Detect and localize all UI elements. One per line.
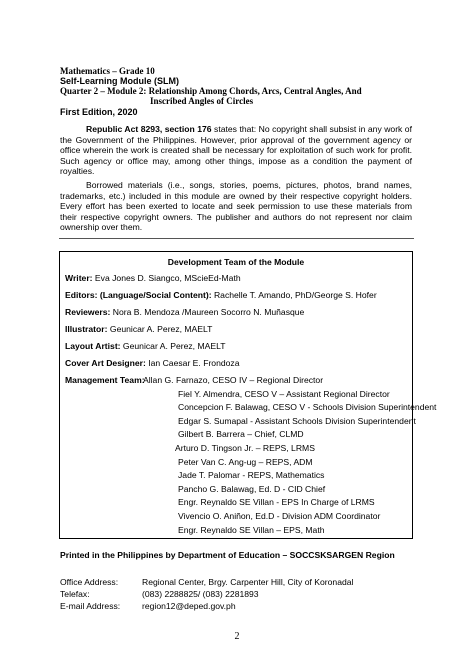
management-member: Engr. Reynaldo SE Villan - EPS In Charge of LRMS: [178, 497, 375, 508]
management-member: Jade T. Palomar - REPS, Mathematics: [178, 470, 325, 481]
email-value: region12@deped.gov.ph: [142, 601, 236, 611]
borrowed-text: Borrowed materials (i.e., songs, stories, poems, pictures, photos, brand names, trademarks, etc.) included in this module are owned by their respective copyright holders. Every effort has been exerted to locate and seek permission to use these materials from their respective copyright owners. The publisher and authors do not represent nor claim ownership over them.: [60, 180, 412, 233]
development-team-title: Development Team of the Module: [167, 257, 305, 267]
cover-art-row: Cover Art Designer: Ian Caesar E. Frondoza: [65, 358, 240, 368]
office-address-value: Regional Center, Brgy. Carpenter Hill, City of Koronadal: [142, 577, 354, 587]
header-module-title: Quarter 2 – Module 2: Relationship Among Chords, Arcs, Central Angles, And: [60, 86, 362, 96]
management-member: Allan G. Farnazo, CESO IV – Regional Director: [143, 375, 324, 385]
management-label: Management Team:: [65, 375, 145, 385]
copyright-text: states that: No copyright shall subsist in any work of the Government of the Philippines. However, prior approval of the government agency or office wherein the work is created shall be necessary for exploitation of such work for profit. Such agency or office may, among other things, impose as a condition the payment of royalties.: [60, 124, 412, 177]
header-module-type: Self-Learning Module (SLM): [60, 76, 179, 86]
email-label: E-mail Address:: [60, 601, 121, 611]
office-address-row: [60, 577, 354, 587]
editors-row: Editors: (Language/Social Content): Rachelle T. Amando, PhD/George S. Hofer: [65, 290, 377, 300]
borrowed-materials-paragraph: [60, 180, 412, 233]
management-member: Fiel Y. Almendra, CESO V – Assistant Regional Director: [178, 388, 390, 399]
header-module-title-cont: Inscribed Angles of Circles: [150, 96, 254, 106]
printed-by: Printed in the Philippines by Department of Education – SOCCSKSARGEN Region: [60, 550, 395, 560]
management-member: Vivencio O. Aniñon, Ed.D - Division ADM Coordinator: [178, 511, 381, 521]
reviewers-row: Reviewers: Nora B. Mendoza /Maureen Socorro N. Muñasque: [65, 307, 305, 317]
illustrator-row: Illustrator: Geunicar A. Perez, MAELT: [65, 324, 213, 334]
telefax-label: Telefax:: [60, 589, 90, 599]
divider: [59, 238, 414, 239]
layout-artist-row: Layout Artist: Geunicar A. Perez, MAELT: [65, 341, 226, 351]
copyright-law-ref: Republic Act 8293, section 176: [86, 124, 212, 134]
page-number: 2: [234, 631, 240, 642]
writer-row: Writer: Eva Jones D. Siangco, MScieEd-Math: [65, 273, 241, 283]
office-address-label: Office Address:: [60, 577, 119, 587]
edition: First Edition, 2020: [60, 107, 138, 117]
management-member: Edgar S. Sumapal - Assistant Schools Division Superintendent: [178, 415, 416, 426]
management-member: Peter Van C. Ang-ug – REPS, ADM: [178, 456, 313, 467]
management-member: Concepcion F. Balawag, CESO V - Schools Division Superintendent: [178, 402, 437, 413]
header-subject: Mathematics – Grade 10: [60, 66, 155, 76]
telefax-row: [60, 589, 259, 599]
copyright-paragraph: [60, 124, 412, 177]
management-member: Arturo D. Tingson Jr. – REPS, LRMS: [175, 443, 315, 453]
development-team-box: [59, 251, 437, 539]
management-member: Pancho G. Balawag, Ed. D - CID Chief: [178, 483, 326, 494]
management-member: Gilbert B. Barrera – Chief, CLMD: [178, 429, 304, 440]
telefax-value: (083) 2288825/ (083) 2281893: [142, 589, 259, 599]
email-row: [60, 601, 236, 611]
management-member: Engr. Reynaldo SE Villan – EPS, Math: [178, 524, 325, 535]
